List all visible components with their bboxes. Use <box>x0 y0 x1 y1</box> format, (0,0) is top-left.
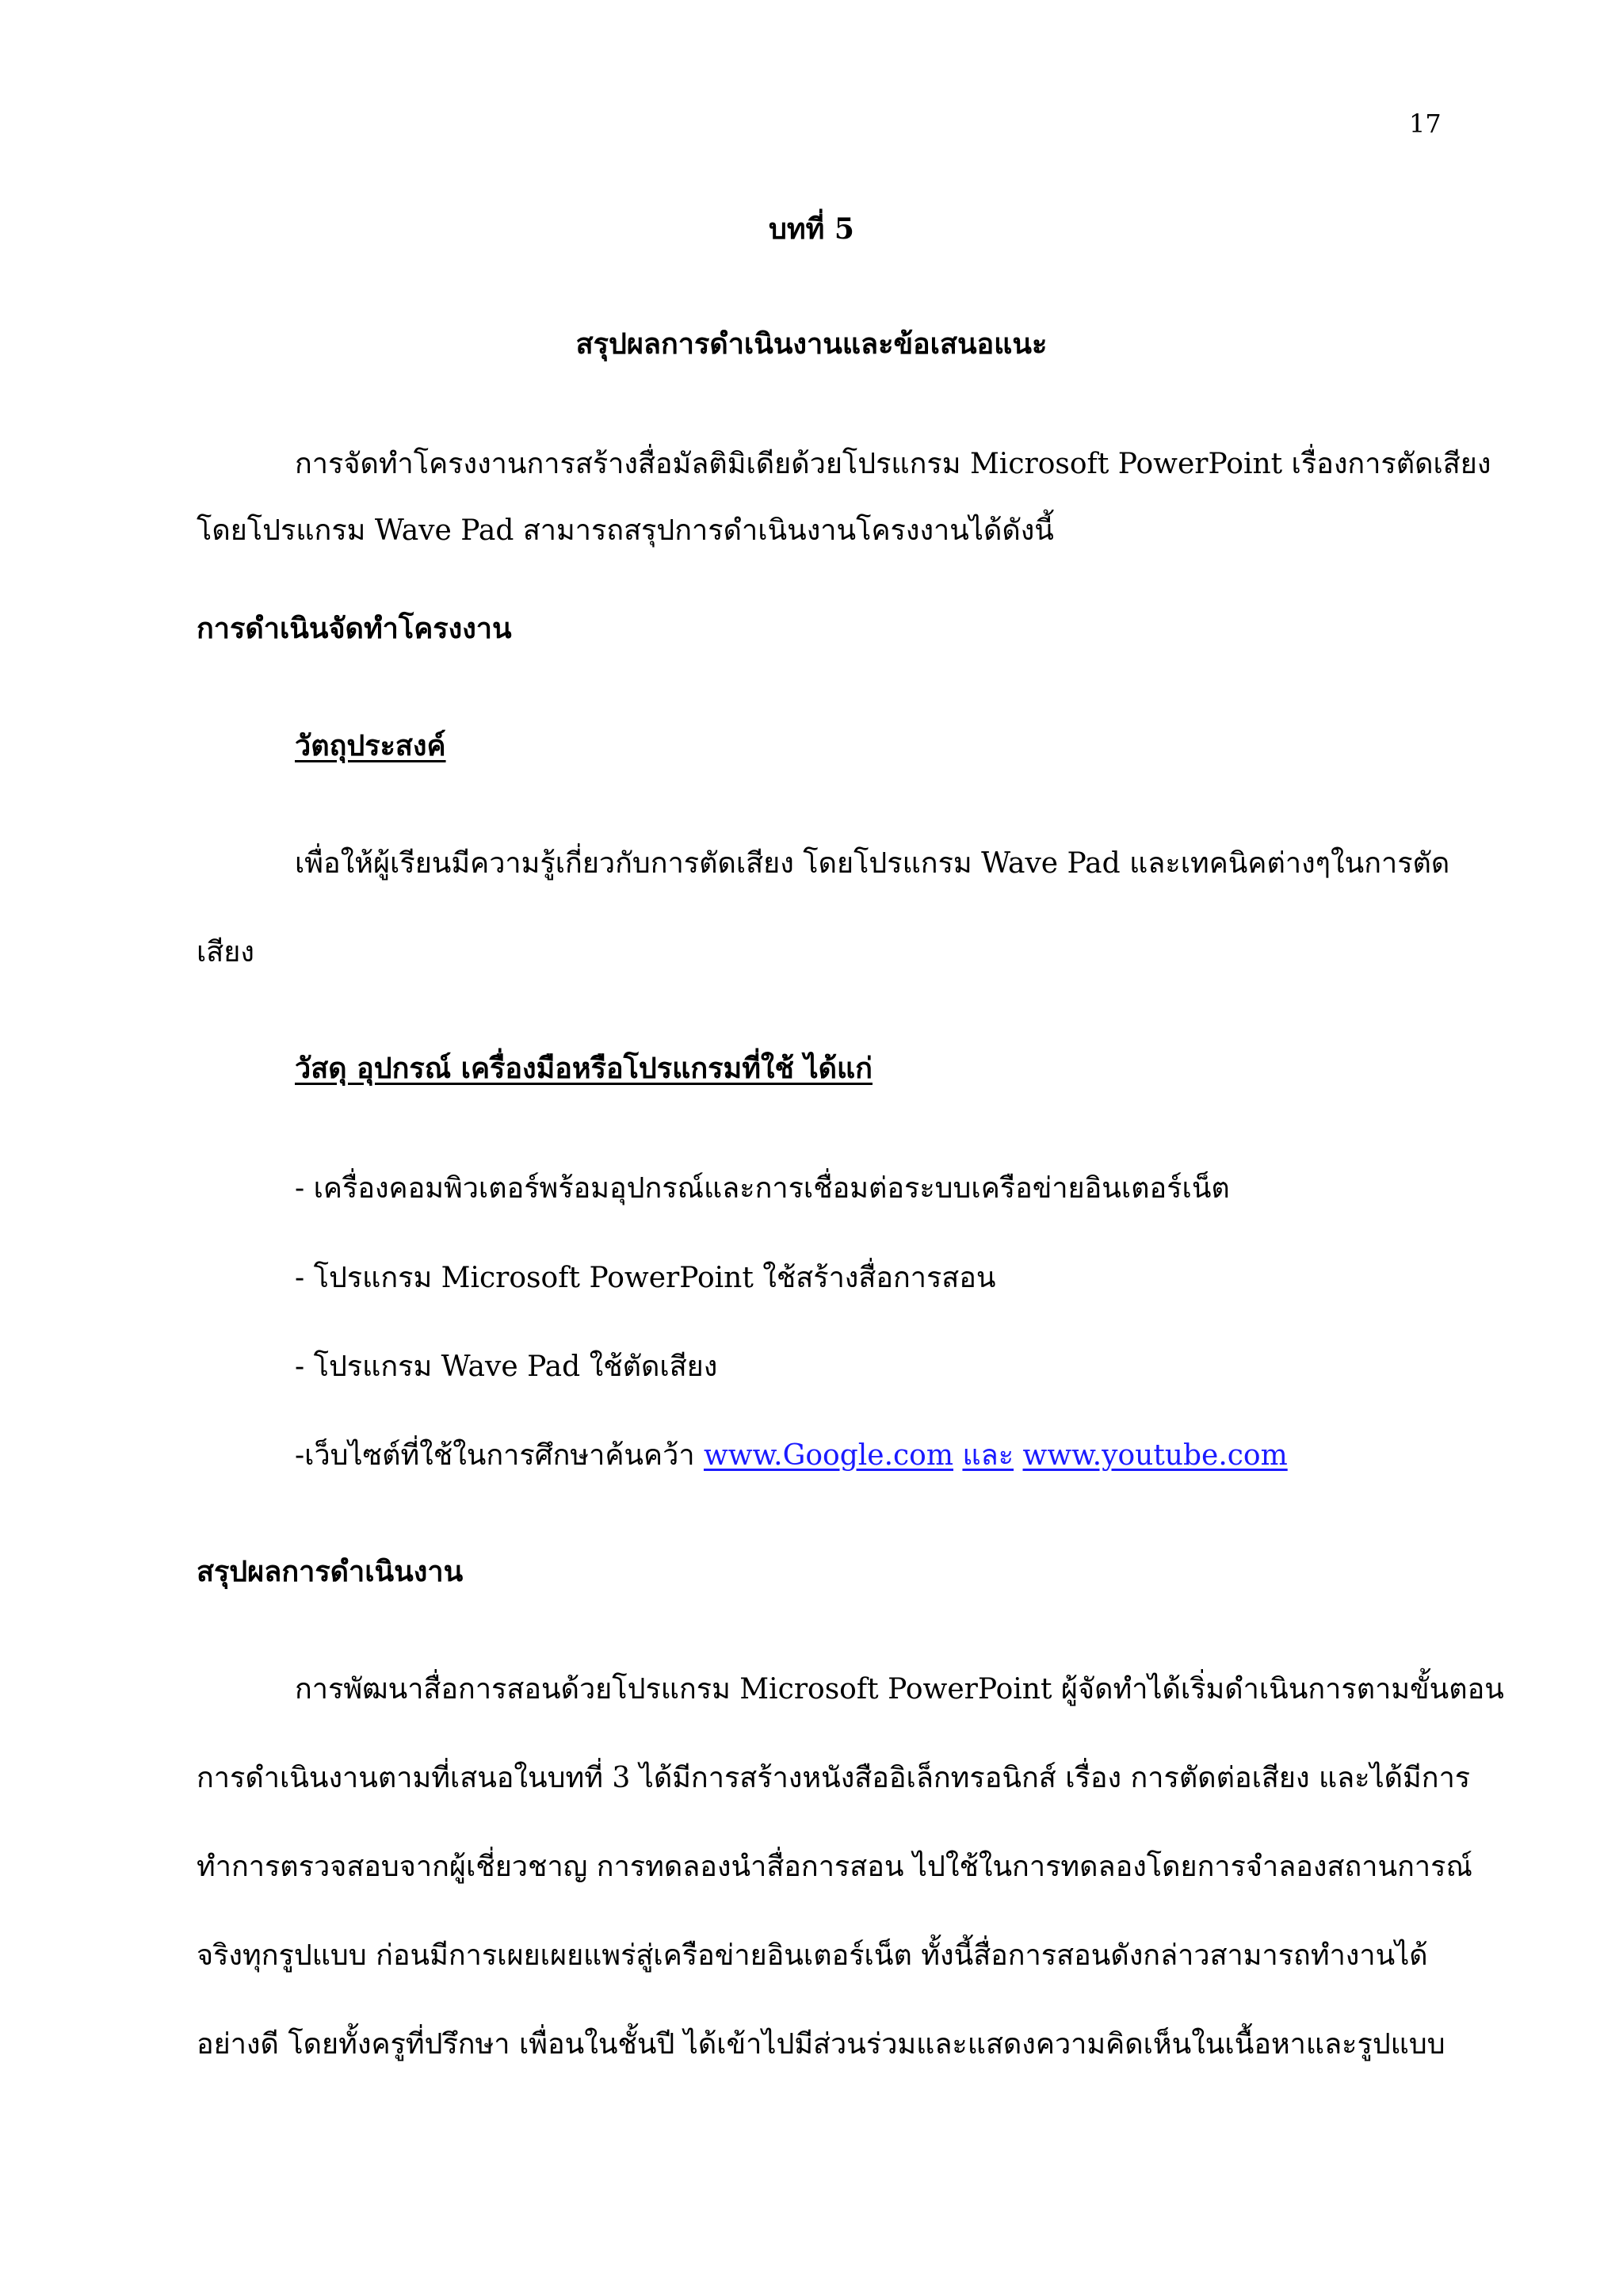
websites-line <box>295 1438 1288 1473</box>
website-link-youtube[interactable]: www.youtube.com <box>1022 1439 1288 1472</box>
intro-line-1: การจัดทำโครงงานการสร้างสื่อมัลติมิเดียด้วยโปรแกรม Microsoft PowerPoint เรื่องการตัดเสียง <box>295 448 1491 480</box>
intro-line-2: โดยโปรแกรม Wave Pad สามารถสรุปการดำเนินงานโครงงานได้ดังนี้ <box>197 514 1054 547</box>
summary-line: การดำเนินงานตามที่เสนอในบทที่ 3 ได้มีการสร้างหนังสืออิเล็กทรอนิกส์ เรื่อง การตัดต่อเสียง และได้มีการ <box>197 1762 1471 1794</box>
section-heading-summary: สรุปผลการดำเนินงาน <box>197 1555 464 1588</box>
chapter-subtitle: สรุปผลการดำเนินงานและข้อเสนอแนะ <box>575 327 1048 361</box>
page-number: 17 <box>1409 109 1442 139</box>
objective-line-1: เพื่อให้ผู้เรียนมีความรู้เกี่ยวกับการตัดเสียง โดยโปรแกรม Wave Pad และเทคนิคต่างๆในการตัด <box>295 847 1450 880</box>
summary-line: อย่างดี โดยทั้งครูที่ปรึกษา เพื่อนในชั้นปี ได้เข้าไปมีส่วนร่วมและแสดงความคิดเห็นในเนื้อหาและรูปแบบ <box>197 2028 1445 2061</box>
websites-and-text[interactable]: และ <box>962 1439 1014 1472</box>
website-link-google[interactable]: www.Google.com <box>703 1439 953 1472</box>
summary-line: ทำการตรวจสอบจากผู้เชี่ยวชาญ การทดลองนำสื่อการสอน ไปใช้ในการทดลองโดยการจำลองสถานการณ์ <box>197 1851 1472 1883</box>
section-heading-process: การดำเนินจัดทำโครงงาน <box>197 612 512 645</box>
materials-item: - เครื่องคอมพิวเตอร์พร้อมอุปกรณ์และการเชื่อมต่อระบบเครือข่ายอินเตอร์เน็ต <box>295 1172 1230 1205</box>
websites-prefix: -เว็บไซต์ที่ใช้ในการศึกษาค้นคว้า <box>295 1439 695 1472</box>
materials-item: - โปรแกรม Wave Pad ใช้ตัดเสียง <box>295 1350 718 1383</box>
materials-heading: วัสดุ อุปกรณ์ เครื่องมือหรือโปรแกรมที่ใช้ ได้แก่ <box>295 1052 873 1085</box>
summary-line: จริงทุกรูปแบบ ก่อนมีการเผยเผยแพร่สู่เครือข่ายอินเตอร์เน็ต ทั้งนี้สื่อการสอนดังกล่าวสามารถทำงานได้ <box>197 1939 1428 1972</box>
summary-line: การพัฒนาสื่อการสอนด้วยโปรแกรม Microsoft PowerPoint ผู้จัดทำได้เริ่มดำเนินการตามขั้นตอน <box>295 1673 1504 1706</box>
objective-line-2: เสียง <box>197 936 254 968</box>
objective-heading: วัตถุประสงค์ <box>295 729 446 762</box>
materials-item: - โปรแกรม Microsoft PowerPoint ใช้สร้างสื่อการสอน <box>295 1262 996 1294</box>
chapter-title: บทที่ 5 <box>769 212 854 246</box>
